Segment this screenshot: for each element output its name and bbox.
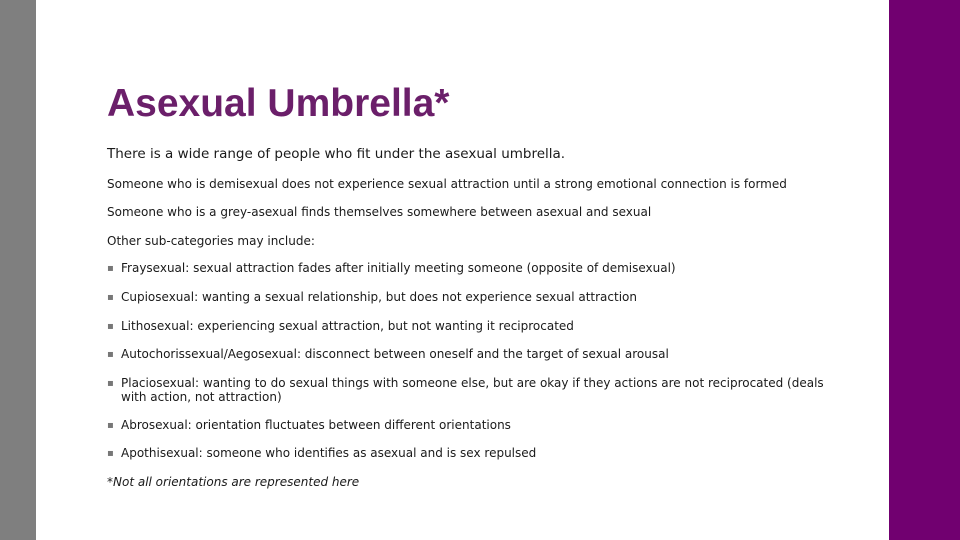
list-item	[107, 377, 827, 404]
list-item-text: Placiosexual: wanting to do sexual things with someone else, but are okay if they actions are not reciprocated (deals with action, not attraction)	[121, 376, 824, 404]
list-item	[107, 419, 827, 433]
list-item	[107, 447, 827, 461]
list-item-text: Apothisexual: someone who identifies as asexual and is sex repulsed	[121, 446, 537, 460]
slide-content	[107, 0, 847, 540]
left-accent-bar	[0, 0, 36, 540]
bullet-square-icon: ▪	[107, 448, 114, 459]
list-item	[107, 291, 827, 305]
bullet-square-icon: ▪	[107, 420, 114, 431]
paragraph-demisexual: Someone who is demisexual does not experience sexual attraction until a strong emotional connection is formed	[107, 177, 787, 191]
bullet-square-icon: ▪	[107, 321, 114, 332]
footnote: *Not all orientations are represented here	[107, 475, 360, 489]
list-item	[107, 262, 827, 276]
list-item	[107, 320, 827, 334]
list-item-text: Fraysexual: sexual attraction fades after initially meeting someone (opposite of demisexual)	[121, 261, 676, 275]
slide-subtitle: There is a wide range of people who fit under the asexual umbrella.	[107, 146, 566, 162]
list-item	[107, 348, 827, 362]
bullet-square-icon: ▪	[107, 263, 114, 274]
paragraph-grey-asexual: Someone who is a grey-asexual finds themselves somewhere between asexual and sexual	[107, 205, 652, 219]
paragraph-subcategories-intro: Other sub-categories may include:	[107, 234, 315, 248]
list-item-text: Cupiosexual: wanting a sexual relationship, but does not experience sexual attraction	[121, 290, 637, 304]
list-item-text: Abrosexual: orientation fluctuates between different orientations	[121, 418, 511, 432]
slide-title: Asexual Umbrella*	[107, 82, 450, 125]
right-accent-bar	[889, 0, 960, 540]
bullet-square-icon: ▪	[107, 349, 114, 360]
bullet-square-icon: ▪	[107, 378, 114, 389]
list-item-text: Autochorissexual/Aegosexual: disconnect between oneself and the target of sexual arousal	[121, 347, 669, 361]
list-item-text: Lithosexual: experiencing sexual attraction, but not wanting it reciprocated	[121, 319, 574, 333]
bullet-square-icon: ▪	[107, 292, 114, 303]
